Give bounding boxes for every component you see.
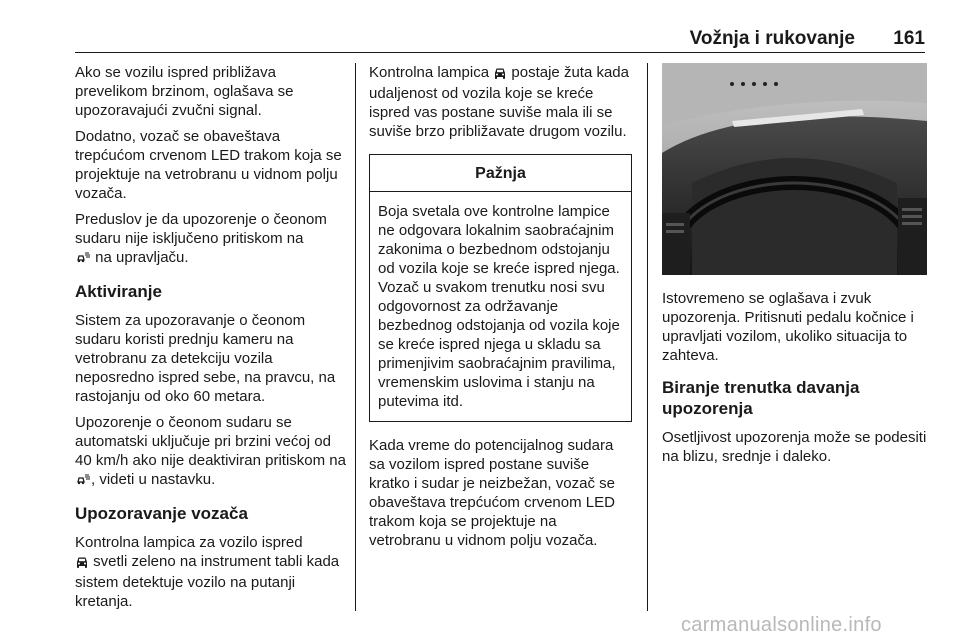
car-front-icon [75, 554, 89, 573]
column-middle [369, 63, 632, 557]
paragraph [369, 63, 632, 141]
warning-box [369, 154, 632, 422]
watermark: carmanualsonline.info [681, 614, 882, 636]
column-divider [355, 63, 356, 611]
paragraph [75, 533, 347, 611]
section-heading: Upozoravanje vozača [75, 504, 248, 523]
warning-body: Boja svetala ove kontrolne lampice ne odgovara lokalnim saobraćajnim zakonima o bezbednom odstojanju od vozila koje se kreće ispred njega. Vozač u svakom trenutku nosi svu odgovornost za održavanje bezbednog odstojanja od vozila koje se kreće ispred njega u skladu sa primenjivim saobraćajnim pravilima, vremenskim uslovima i stanju na putevima itd. [378, 203, 620, 410]
paragraph-text: na upravljaču. [91, 249, 189, 266]
windshield-led-photo [662, 63, 927, 275]
page-header [75, 24, 925, 53]
paragraph [75, 210, 347, 269]
paragraph-text: postaje žuta kada udaljenost od vozila koje se kreće ispred vas postane suviše mala ili se suviše brzo približavate drugom vozilu. [369, 64, 629, 140]
paragraph: Ako se vozilu ispred približava prevelikom brzinom, oglašava se upozoravajući zvučni signal. [75, 64, 294, 119]
car-front-icon [493, 65, 507, 84]
section-heading: Aktiviranje [75, 282, 162, 301]
paragraph: Sistem za upozoravanje o čeonom sudaru koristi prednju kameru na vetrobranu za detekciju vozila neposredno ispred sebe, na pravcu, na rastojanju od oko 60 metara. [75, 312, 336, 405]
paragraph-text: Upozorenje o čeonom sudaru se automatski uključuje pri brzini većoj od 40 km/h ako nije deaktiviran pritiskom na [75, 414, 346, 469]
paragraph-text: Kontrolna lampica za vozilo ispred [75, 534, 303, 551]
section-heading: Biranje trenutka davanja upozorenja [662, 378, 860, 418]
paragraph-text: Kontrolna lampica [369, 64, 494, 81]
paragraph [75, 413, 347, 491]
column-left [75, 63, 347, 618]
paragraph-text: svetli zeleno na instrument tabli kada sistem detektuje vozilo na putanji kretanja. [75, 553, 340, 610]
vehicle-distance-icon [75, 250, 91, 269]
chapter-title: Vožnja i rukovanje [689, 28, 855, 49]
paragraph-text: Preduslov je da upozorenje o čeonom sudaru nije isključeno pritiskom na [75, 211, 327, 247]
paragraph-text: , videti u nastavku. [91, 471, 216, 488]
paragraph: Dodatno, vozač se obaveštava trepćućom crvenom LED trakom koja se projektuje na vetrobranu u vidnom polju vozača. [75, 128, 342, 202]
column-right [662, 63, 927, 473]
vehicle-distance-icon [75, 472, 91, 491]
warning-title: Pažnja [370, 155, 631, 192]
paragraph: Kada vreme do potencijalnog sudara sa vozilom ispred postane suviše kratko i sudar je neizbežan, vozač se obaveštava trepćućom crvenom LED trakom koja se projektuje na vetrobranu u vidnom polju vozača. [369, 437, 615, 549]
page-number: 161 [893, 28, 925, 49]
column-divider [647, 63, 648, 611]
paragraph: Istovremeno se oglašava i zvuk upozorenja. Pritisnuti pedalu kočnice i upravljati vozilom, ukoliko situacija to zahteva. [662, 290, 914, 364]
paragraph: Osetljivost upozorenja može se podesiti na blizu, srednje i daleko. [662, 429, 927, 465]
